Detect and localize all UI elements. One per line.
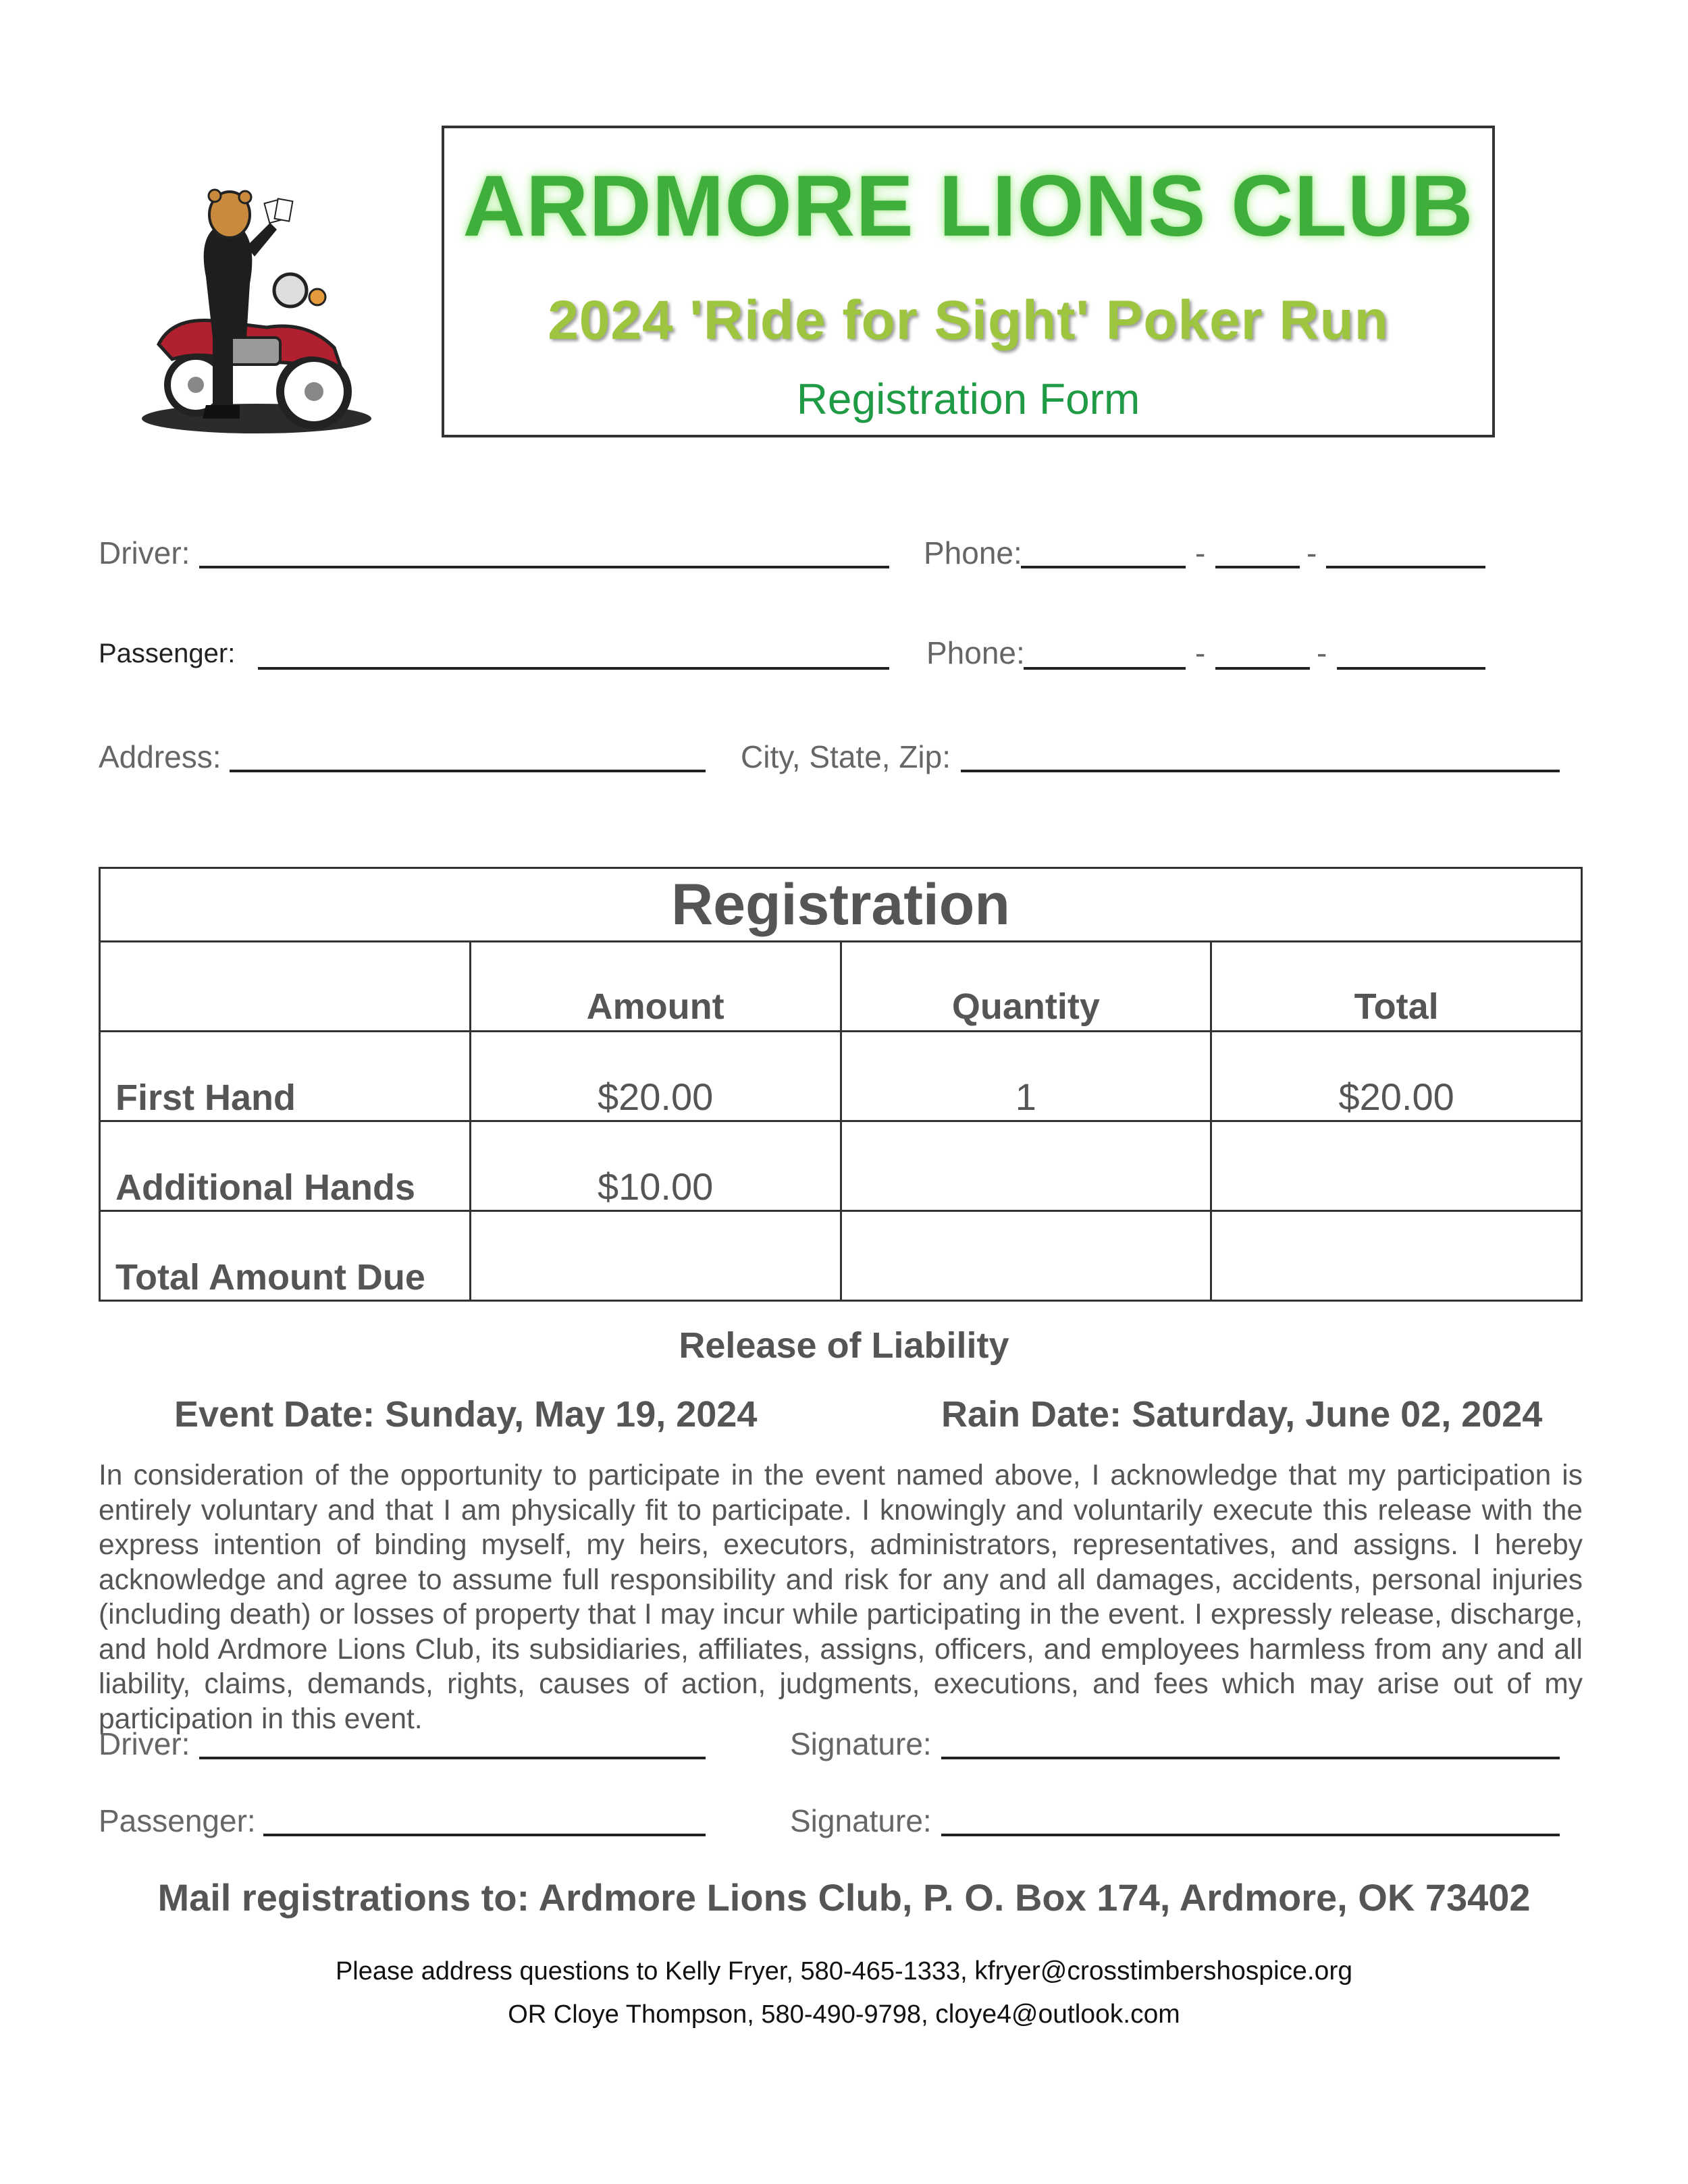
quantity-cell[interactable] — [841, 1211, 1211, 1301]
passenger-phone-label: Phone: — [926, 635, 1025, 670]
driver-phone-area-field[interactable] — [1021, 566, 1186, 568]
registration-title: Registration — [100, 868, 1582, 942]
form-subtitle: Registration Form — [796, 375, 1140, 423]
passenger-signature-label: Signature: — [790, 1803, 932, 1838]
row-label: Total Amount Due — [100, 1211, 471, 1301]
driver-field[interactable] — [199, 566, 889, 568]
passenger-field[interactable] — [258, 667, 889, 670]
table-row — [100, 1211, 1582, 1301]
release-title: Release of Liability — [679, 1325, 1009, 1366]
lion-motorcycle-icon — [132, 182, 375, 439]
column-header-quantity: Quantity — [841, 942, 1211, 1032]
contact-1-text: Please address questions to Kelly Fryer, 580-465-1333, — [335, 1957, 975, 1986]
contact-line-1 — [0, 1956, 1688, 1986]
contact-1-email[interactable]: kfryer@crosstimbershospice.org — [974, 1956, 1353, 1986]
city-state-zip-field[interactable] — [961, 770, 1560, 772]
sig-passenger-label: Passenger: — [99, 1803, 256, 1838]
sig-driver-label: Driver: — [99, 1726, 190, 1761]
total-cell[interactable] — [1211, 1121, 1582, 1211]
passenger-phone-area-field[interactable] — [1024, 667, 1186, 670]
amount-cell — [470, 1211, 841, 1301]
row-label: Additional Hands — [100, 1121, 471, 1211]
release-text: In consideration of the opportunity to participate in the event named above, I acknowledge that my participation is entirely voluntary and that I am physically fit to participate. I knowingly and voluntarily execute this release with the express intention of binding myself, my heirs, executors, administrators, representatives, and assigns. I hereby acknowledge and agree to assume full responsibility and risk for any and all damages, accidents, personal injuries (including death) or losses of property that I may incur while participating in the event. I expressly release, discharge, and hold Ardmore Lions Club, its subsidiaries, affiliates, assigns, officers, and employees harmless from any and all liability, claims, demands, rights, causes of action, judgments, executions, and fees which may arise out of my participation in this event. — [99, 1460, 1583, 1735]
rain-date: Rain Date: Saturday, June 02, 2024 — [941, 1394, 1543, 1435]
passenger-phone-prefix-field[interactable] — [1215, 667, 1310, 670]
passenger-phone-line-field[interactable] — [1337, 667, 1485, 670]
column-header-total: Total — [1211, 942, 1582, 1032]
passenger-signature-field[interactable] — [941, 1834, 1560, 1836]
column-header-amount: Amount — [470, 942, 841, 1032]
quantity-cell[interactable] — [841, 1121, 1211, 1211]
event-title: 2024 'Ride for Sight' Poker Run — [548, 290, 1389, 351]
total-cell[interactable]: $20.00 — [1211, 1032, 1582, 1121]
table-header-row — [100, 942, 1582, 1032]
table-row — [100, 1032, 1582, 1121]
driver-phone-label: Phone: — [924, 535, 1022, 570]
address-field[interactable] — [230, 770, 706, 772]
phone-separator: - — [1307, 535, 1317, 570]
driver-phone-prefix-field[interactable] — [1215, 566, 1300, 568]
column-header — [100, 942, 471, 1032]
contact-line-2 — [0, 2000, 1688, 2029]
club-title: ARDMORE LIONS CLUB — [463, 158, 1474, 255]
address-label: Address: — [99, 739, 221, 774]
row-label: First Hand — [100, 1032, 471, 1121]
registration-table — [99, 867, 1583, 1302]
contact-2-text: OR Cloye Thompson, 580-490-9798, — [508, 2000, 936, 2029]
contact-2-email[interactable]: cloye4@outlook.com — [935, 2000, 1180, 2029]
city-state-zip-label: City, State, Zip: — [741, 739, 951, 774]
driver-phone-line-field[interactable] — [1326, 566, 1485, 568]
driver-label: Driver: — [99, 535, 190, 570]
driver-signature-label: Signature: — [790, 1726, 932, 1761]
sig-passenger-field[interactable] — [263, 1834, 706, 1836]
phone-separator: - — [1195, 635, 1206, 670]
quantity-cell[interactable]: 1 — [841, 1032, 1211, 1121]
phone-separator: - — [1317, 635, 1327, 670]
driver-signature-field[interactable] — [941, 1757, 1560, 1759]
total-cell[interactable] — [1211, 1211, 1582, 1301]
table-row — [100, 1121, 1582, 1211]
amount-cell: $20.00 — [470, 1032, 841, 1121]
sig-driver-field[interactable] — [199, 1757, 706, 1759]
phone-separator: - — [1195, 535, 1206, 570]
amount-cell: $10.00 — [470, 1121, 841, 1211]
mail-to-address: Mail registrations to: Ardmore Lions Club, P. O. Box 174, Ardmore, OK 73402 — [157, 1876, 1531, 1919]
passenger-label: Passenger: — [99, 639, 236, 668]
event-date: Event Date: Sunday, May 19, 2024 — [174, 1394, 758, 1435]
